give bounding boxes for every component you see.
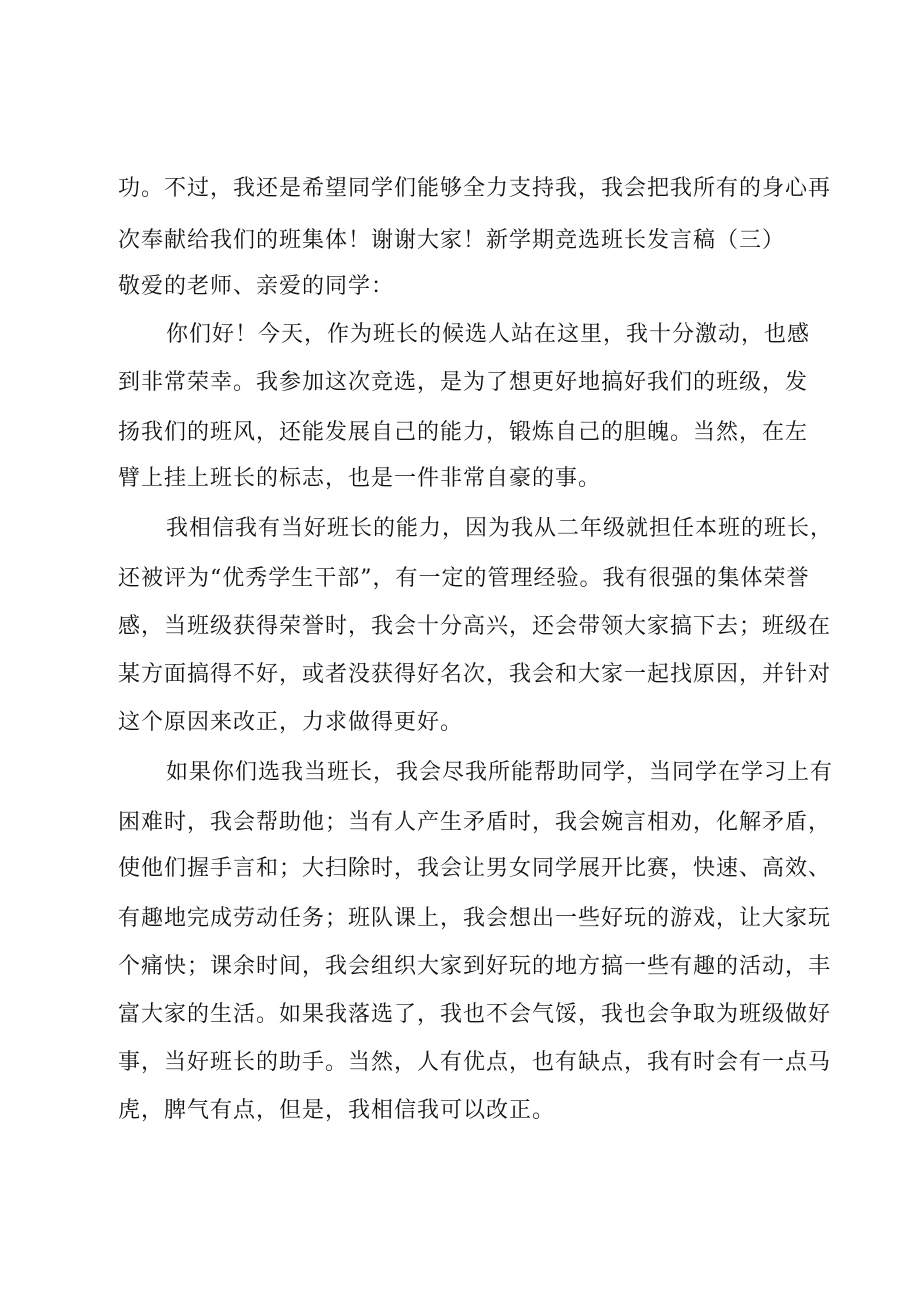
paragraph-2-line-1: 我相信我有当好班长的能力，因为我从二年级就担任本班的班长， xyxy=(166,516,834,541)
paragraph-1-line-4: 臂上挂上班长的标志，也是一件非常自豪的事。 xyxy=(118,466,602,491)
text-line-1: 功。不过，我还是希望同学们能够全力支持我，我会把我所有的身心再 xyxy=(118,176,832,201)
paragraph-2-line-4: 某方面搞得不好，或者没获得好名次，我会和大家一起找原因，并针对 xyxy=(118,662,832,687)
paragraph-3-line-3: 使他们握手言和；大扫除时，我会让男女同学展开比赛，快速、高效、 xyxy=(118,856,832,881)
paragraph-3-line-6: 富大家的生活。如果我落选了，我也不会气馁，我也会争取为班级做好 xyxy=(118,1002,832,1027)
paragraph-3-line-4: 有趣地完成劳动任务；班队课上，我会想出一些好玩的游戏，让大家玩 xyxy=(118,906,832,931)
paragraph-2-line-5: 这个原因来改正，力求做得更好。 xyxy=(118,710,464,735)
paragraph-1-line-1: 你们好！今天，作为班长的候选人站在这里，我十分激动，也感 xyxy=(166,322,811,347)
paragraph-2-line-2: 还被评为“优秀学生干部”，有一定的管理经验。我有很强的集体荣誉 xyxy=(118,566,810,591)
paragraph-3-line-1: 如果你们选我当班长，我会尽我所能帮助同学，当同学在学习上有 xyxy=(166,760,834,785)
paragraph-3-line-2: 困难时，我会帮助他；当有人产生矛盾时，我会婉言相劝，化解矛盾， xyxy=(118,810,832,835)
salutation-line: 敬爱的老师、亲爱的同学： xyxy=(118,274,395,299)
paragraph-1-line-3: 扬我们的班风，还能发展自己的能力，锻炼自己的胆魄。当然，在左 xyxy=(118,420,809,445)
paragraph-3-line-8: 虎，脾气有点，但是，我相信我可以改正。 xyxy=(118,1098,556,1123)
paragraph-1-line-2: 到非常荣幸。我参加这次竞选，是为了想更好地搞好我们的班级，发 xyxy=(118,370,809,395)
text-line-2: 次奉献给我们的班集体！谢谢大家！新学期竞选班长发言稿（三） xyxy=(118,228,786,253)
paragraph-2-line-3: 感，当班级获得荣誉时，我会十分高兴，还会带领大家搞下去；班级在 xyxy=(118,614,832,639)
paragraph-3-line-5: 个痛快；课余时间，我会组织大家到好玩的地方搞一些有趣的活动，丰 xyxy=(118,954,832,979)
paragraph-3-line-7: 事，当好班长的助手。当然，人有优点，也有缺点，我有时会有一点马 xyxy=(118,1050,832,1075)
